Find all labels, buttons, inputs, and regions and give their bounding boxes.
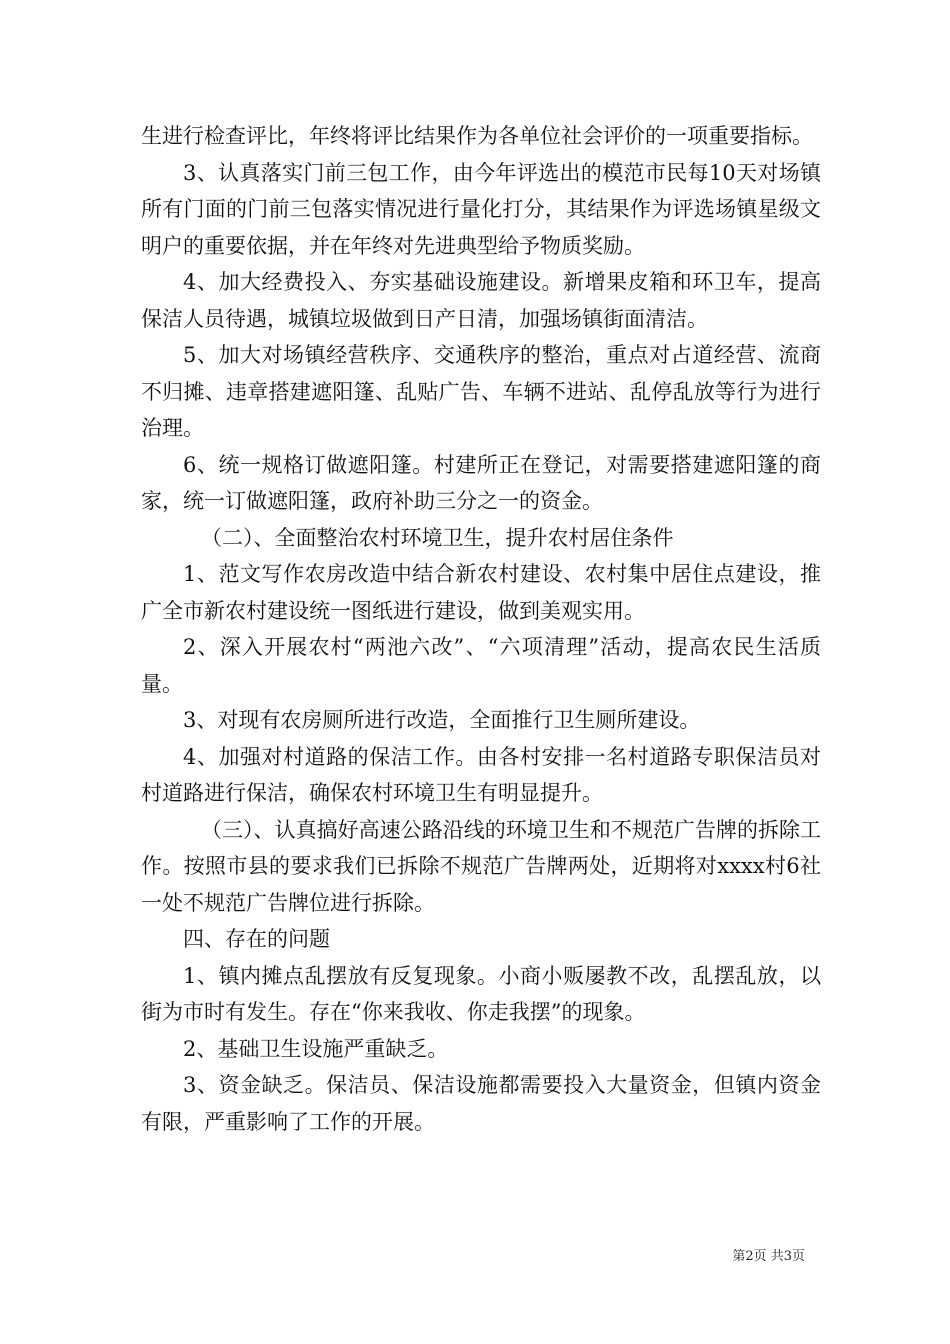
paragraph-10: 4、加强对村道路的保洁工作。由各村安排一名村道路专职保洁员对村道路进行保洁，确保农村环境卫生有明显提升。 xyxy=(141,744,821,805)
paragraph-13: 1、镇内摊点乱摆放有反复现象。小商小贩屡教不改，乱摆乱放，以街为市时有发生。存在“你来我收、你走我摆”的现象。 xyxy=(141,963,821,1024)
section-heading-3: （三）、认真搞好高速公路沿线的环境卫生和不规范广告牌的拆除工作。按照市县的要求我们已拆除不规范广告牌两处，近期将对xxxx村6社一处不规范广告牌位进行拆除。 xyxy=(141,817,821,915)
paragraph-2: 3、认真落实门前三包工作，由今年评选出的模范市民每10天对场镇所有门面的门前三包落实情况进行量化打分，其结果作为评选场镇星级文明户的重要依据，并在年终对先进典型给予物质奖励。 xyxy=(141,160,821,258)
paragraph-7: 1、范文写作农房改造中结合新农村建设、农村集中居住点建设，推广全市新农村建设统一图纸进行建设，做到美观实用。 xyxy=(141,562,821,623)
page-number: 第2页 共3页 xyxy=(732,1249,805,1264)
paragraph-4: 5、加大对场镇经营秩序、交通秩序的整治，重点对占道经营、流商不归摊、违章搭建遮阳篷、乱贴广告、车辆不进站、乱停乱放等行为进行治理。 xyxy=(141,343,821,440)
paragraph-14: 2、基础卫生设施严重缺乏。 xyxy=(183,1036,449,1061)
section-heading-4: 四、存在的问题 xyxy=(183,927,330,951)
document-body xyxy=(141,118,821,1140)
paragraph-1: 生进行检查评比，年终将评比结果作为各单位社会评价的一项重要指标。 xyxy=(141,124,813,148)
paragraph-15: 3、资金缺乏。保洁员、保洁设施都需要投入大量资金，但镇内资金有限，严重影响了工作的开展。 xyxy=(141,1073,821,1134)
section-heading-2: （二）、全面整治农村环境卫生，提升农村居住条件 xyxy=(201,525,674,550)
paragraph-3: 4、加大经费投入、夯实基础设施建设。新增果皮箱和环卫车，提高保洁人员待遇，城镇垃圾做到日产日清，加强场镇街面清洁。 xyxy=(141,270,821,331)
paragraph-9: 3、对现有农房厕所进行改造，全面推行卫生厕所建设。 xyxy=(183,708,701,732)
paragraph-8: 2、深入开展农村“两池六改”、“六项清理”活动，提高农民生活质量。 xyxy=(141,635,821,696)
paragraph-5: 6、统一规格订做遮阳篷。村建所正在登记，对需要搭建遮阳篷的商家，统一订做遮阳篷，政府补助三分之一的资金。 xyxy=(141,452,821,513)
